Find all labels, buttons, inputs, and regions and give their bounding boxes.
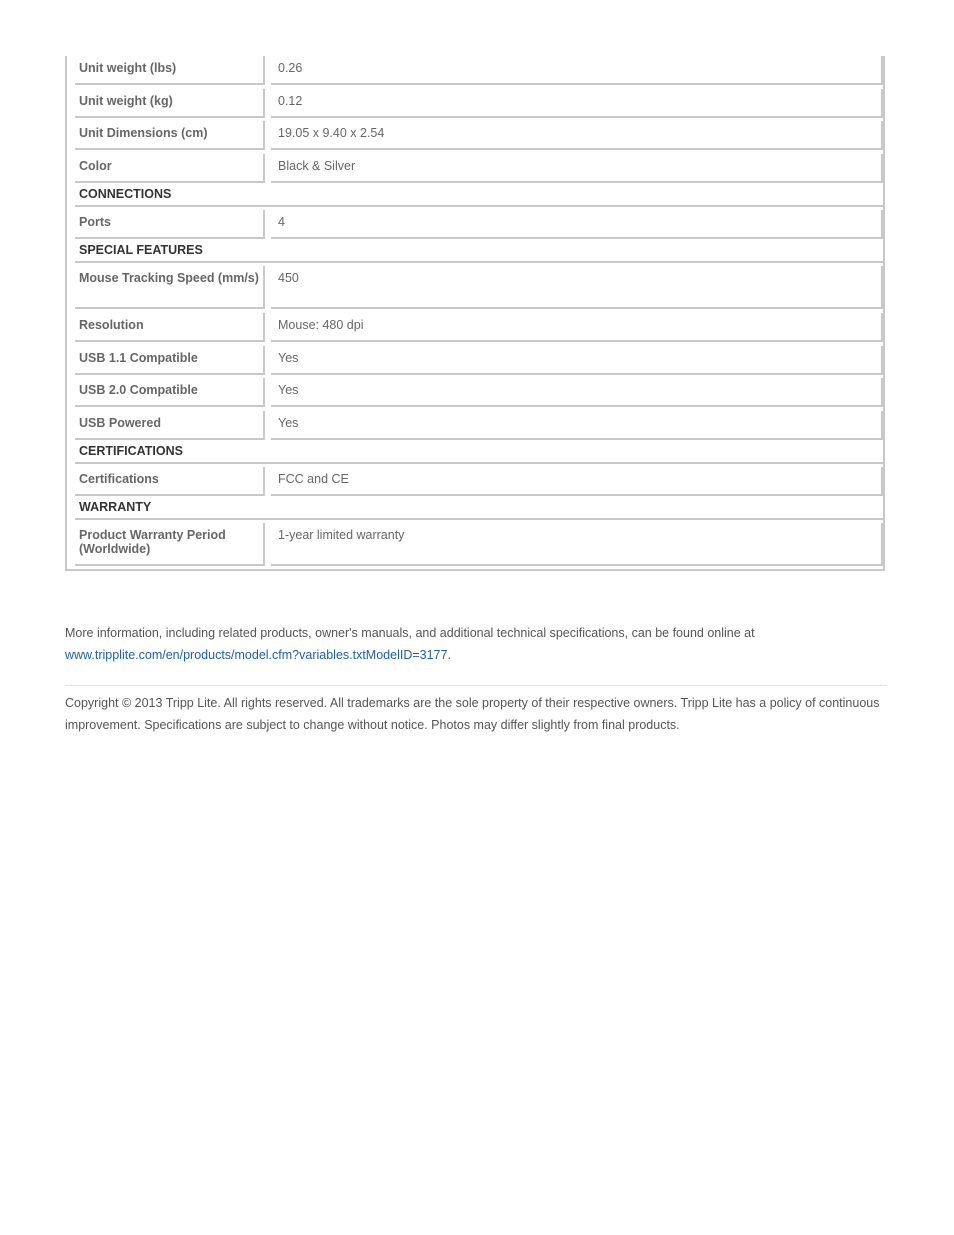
copyright-notice: Copyright © 2013 Tripp Lite. All rights reserved. All trademarks are the sole property of their respective owners. Tripp Lite has a policy of continuous improvement. Specifications are subject to change without notice. Photos may differ slightly from final products. <box>65 696 880 732</box>
section-heading-special-features: SPECIAL FEATURES <box>75 238 883 263</box>
section-heading-warranty: WARRANTY <box>75 495 883 520</box>
more-info-paragraph <box>65 622 889 666</box>
section-heading-connections: CONNECTIONS <box>75 182 883 207</box>
section-heading-certifications: CERTIFICATIONS <box>75 439 883 464</box>
spec-table-frame <box>65 56 885 571</box>
spec-label: Unit weight (kg) <box>75 89 265 118</box>
spec-value: Black & Silver <box>271 154 883 183</box>
spec-value: 19.05 x 9.40 x 2.54 <box>271 121 883 150</box>
spec-label: Ports <box>75 210 265 239</box>
spec-row <box>75 523 883 566</box>
spec-label: Resolution <box>75 313 265 342</box>
spec-label: USB Powered <box>75 411 265 440</box>
spec-value: 1-year limited warranty <box>271 523 883 566</box>
spec-label: Product Warranty Period (Worldwide) <box>75 523 265 566</box>
divider <box>65 685 887 686</box>
spec-row <box>75 313 883 342</box>
spec-value: FCC and CE <box>271 467 883 496</box>
link-period: . <box>447 648 451 662</box>
spec-row <box>75 89 883 118</box>
more-info-text: More information, including related products, owner's manuals, and additional technical specifications, can be found online at <box>65 626 755 640</box>
spec-value: Yes <box>271 378 883 407</box>
spec-label: Mouse Tracking Speed (mm/s) <box>75 266 265 309</box>
spec-value: 0.26 <box>271 56 883 85</box>
product-page-link[interactable]: www.tripplite.com/en/products/model.cfm?variables.txtModelID=3177 <box>65 648 448 662</box>
spec-value: Yes <box>271 411 883 440</box>
spec-row <box>75 411 883 440</box>
spec-value: 450 <box>271 266 883 309</box>
spec-label: Color <box>75 154 265 183</box>
spec-label: USB 2.0 Compatible <box>75 378 265 407</box>
spec-value: Yes <box>271 346 883 375</box>
spec-value: 4 <box>271 210 883 239</box>
spec-row <box>75 378 883 407</box>
spec-row <box>75 121 883 150</box>
spec-value: Mouse: 480 dpi <box>271 313 883 342</box>
spec-label: Unit weight (lbs) <box>75 56 265 85</box>
spec-label: USB 1.1 Compatible <box>75 346 265 375</box>
spec-row <box>75 154 883 183</box>
spec-row <box>75 467 883 496</box>
spec-row <box>75 56 883 85</box>
spec-row <box>75 266 883 309</box>
spec-label: Unit Dimensions (cm) <box>75 121 265 150</box>
spec-value: 0.12 <box>271 89 883 118</box>
spec-row <box>75 346 883 375</box>
spec-row <box>75 210 883 239</box>
spec-label: Certifications <box>75 467 265 496</box>
